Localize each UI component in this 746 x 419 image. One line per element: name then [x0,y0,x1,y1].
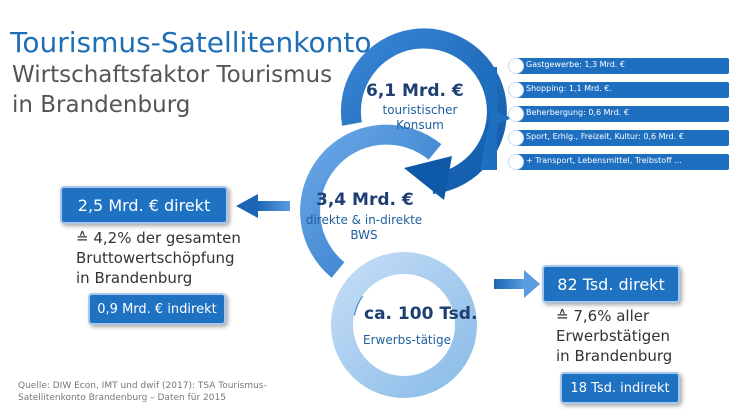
bullet-icon [508,58,524,74]
arrow-right [494,270,540,298]
consumption-label-2: Konsum [396,118,444,132]
breakdown-item: Beherbergung: 0,6 Mrd. € [514,106,729,122]
bws-note-line-3: in Brandenburg [76,269,193,287]
bullet-icon [508,130,524,146]
employment-note-line-2: Erwerbstätigen [556,327,671,345]
breakdown-item: Sport, Erhlg., Freizeit, Kultur: 0,6 Mrd. € [514,130,729,146]
employment-direct-box: 82 Tsd. direkt [542,265,680,303]
breakdown-item: + Transport, Lebensmittel, Treibstoff ... [514,154,729,170]
bws-indirect-box: 0,9 Mrd. € indirekt [88,293,226,325]
bws-direct-box: 2,5 Mrd. € direkt [60,186,228,224]
breakdown-bracket [480,67,512,170]
ring-bottom [342,263,466,387]
source-line-2: Satellitenkonto Brandenburg – Daten für 2015 [18,393,226,403]
consumption-value: 6,1 Mrd. € [366,81,464,101]
bullet-icon [508,106,524,122]
source-note [18,380,267,404]
breakdown-item: Gastgewerbe: 1,3 Mrd. € [514,58,729,74]
subtitle-line-1: Wirtschaftsfaktor Tourismus [12,62,333,88]
employment-indirect-box: 18 Tsd. indirekt [560,372,680,404]
page-title: Tourismus-Satellitenkonto [10,26,372,59]
bws-note-line-2: Bruttowertschöpfung [76,249,235,267]
bws-label-2: BWS [350,228,378,242]
employment-note-line-1: ≙ 7,6% aller [556,307,650,325]
employment-note-line-3: in Brandenburg [556,347,673,365]
breakdown-item: Shopping: 1,1 Mrd. €. [514,82,729,98]
arrow-left [236,194,290,218]
source-line-1: Quelle: DIW Econ, IMT und dwif (2017): TSA Tourismus- [18,381,267,391]
bullet-icon [508,154,524,170]
employment-value: ca. 100 Tsd. [364,304,478,324]
subtitle-line-2: in Brandenburg [12,92,191,118]
employment-label: Erwerbs-tätige [363,333,451,347]
bws-label-1: direkte & in-direkte [305,213,423,227]
bws-note-line-1: ≙ 4,2% der gesamten [76,229,241,247]
consumption-label-1: touristischer [382,103,458,117]
bws-value: 3,4 Mrd. € [316,190,414,210]
bullet-icon [508,82,524,98]
